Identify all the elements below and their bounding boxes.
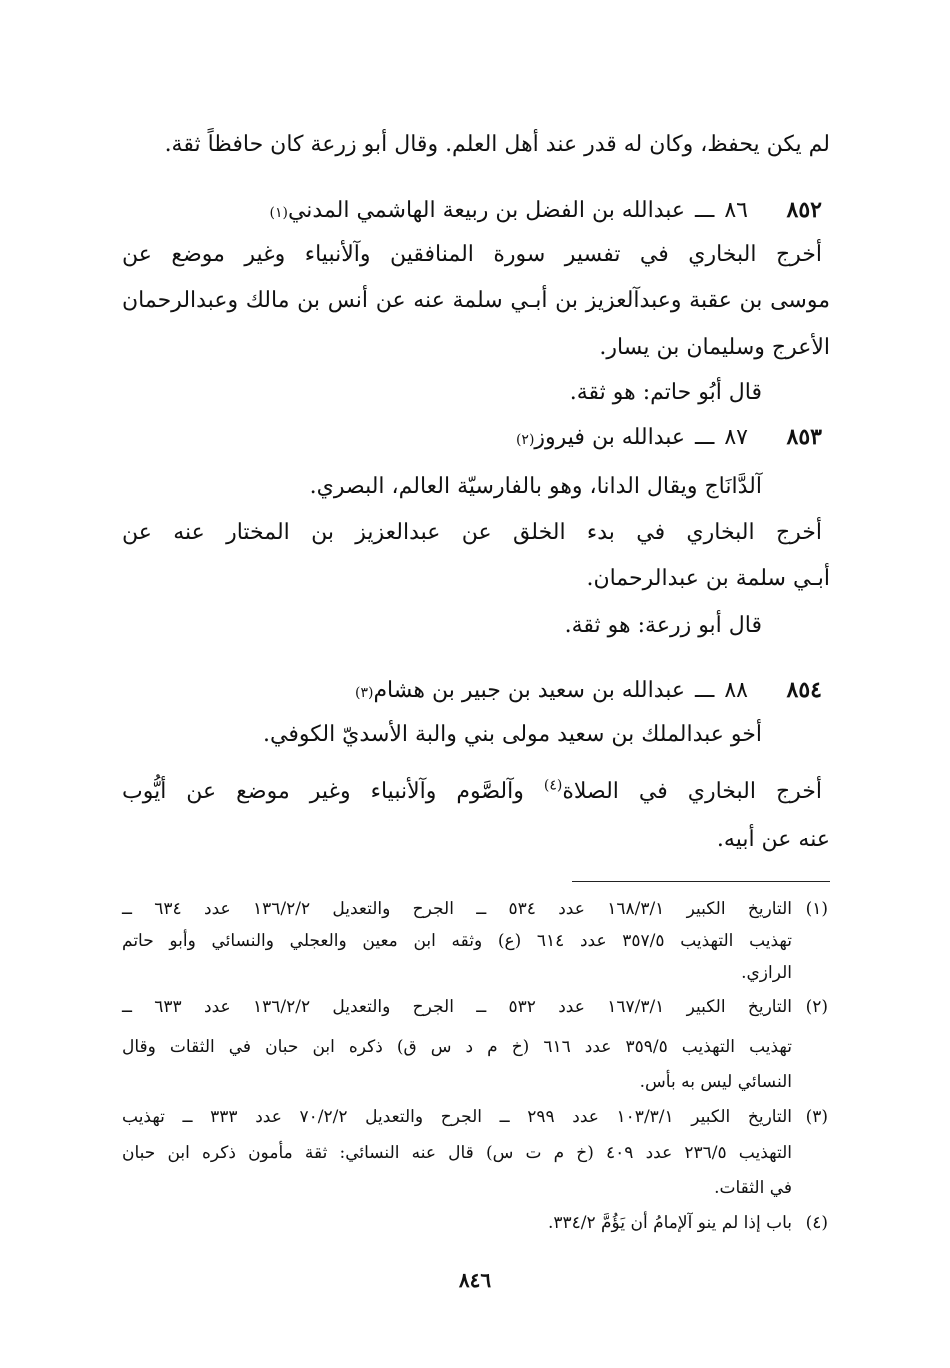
entry-heading-853: ٨٥٣ ٨٧ ـــ عبدالله بن فيروز (٢) xyxy=(516,422,822,453)
footnote-label: (٣) xyxy=(805,1107,828,1127)
footnote-4-line-1 xyxy=(122,1211,828,1235)
footnote-1-line-3: الرازي. xyxy=(741,963,792,983)
text-line-3: أخرج البخاري في تفسير سورة المنافقين وآلأنبياء وغير موضع عن xyxy=(122,242,822,267)
text-segment: وآلصَّوم وآلأنبياء وغير موضع عن أيُّوب xyxy=(122,779,544,804)
text-line-6: قال أبُو حاتم: هو ثقة. xyxy=(569,380,762,405)
entry-name: عبدالله بن فيروز xyxy=(534,425,686,450)
entry-number: ٨٥٢ xyxy=(786,197,822,223)
footnote-3-line-1 xyxy=(122,1105,828,1129)
footnote-2-line-2: تهذيب التهذيب ٣٥٩/٥ عدد ٦١٦ (خ م د س ق) ذكره ابن حبان في الثقات وقال xyxy=(122,1037,792,1057)
footnote-text: التاريخ الكبير ١٦٨/٣/١ عدد ٥٣٤ ــ الجرح والتعديل ١٣٦/٢/٢ عدد ٦٣٤ ــ xyxy=(122,899,793,919)
footnote-label: (٤) xyxy=(805,1213,828,1233)
text-line-9: أخرج البخاري في بدء الخلق عن عبدالعزيز بن المختار عنه عن xyxy=(122,520,822,545)
entry-number: ٨٥٤ xyxy=(786,677,822,703)
text-line-4: موسى بن عقبة وعبدآلعزيز بن أبـي سلمة عنه عن أنس بن مالك وعبدالرحمان xyxy=(122,288,830,313)
text-line-8: آلدَّانَاج ويقال الدانا، وهو بالفارسيّة العالم، البصري. xyxy=(309,474,762,499)
footnote-3-line-3: في الثقات. xyxy=(714,1178,792,1198)
entry-dash: ـــ xyxy=(695,425,715,450)
entry-dash: ـــ xyxy=(695,198,715,223)
text-line-5: الأعرج وسليمان بن يسار. xyxy=(599,335,830,360)
entry-sequence: ٨٨ xyxy=(724,678,748,703)
entry-dash: ـــ xyxy=(695,678,715,703)
text-line-13: أخو عبدالملك بن سعيد مولى بني والبة الأسديّ الكوفي. xyxy=(263,722,762,747)
footnote-text: التاريخ الكبير ١٦٧/٣/١ عدد ٥٣٢ ــ الجرح والتعديل ١٣٦/٢/٢ عدد ٦٣٣ ــ xyxy=(122,997,793,1017)
footnote-2-line-3: النسائي ليس به بأس. xyxy=(639,1072,792,1092)
text-line-10: أبـي سلمة بن عبدالرحمان. xyxy=(586,566,830,591)
footnote-1-line-1 xyxy=(122,897,828,921)
text-segment: أخرج البخاري في الصلاة xyxy=(562,779,822,804)
text-line-1: لم يكن يحفظ، وكان له قدر عند أهل العلم. وقال أبو زرعة كان حافظاً ثقة. xyxy=(164,132,830,157)
entry-sequence: ٨٦ xyxy=(724,198,748,223)
entry-number: ٨٥٣ xyxy=(786,424,822,450)
footnote-3-line-2: التهذيب ٢٣٦/٥ عدد ٤٠٩ (خ م ت س) قال عنه النسائي: ثقة مأمون ذكره ابن حبان xyxy=(122,1143,793,1163)
entry-name: عبدالله بن سعيد بن جبير بن هشام xyxy=(373,678,686,703)
entry-sequence: ٨٧ xyxy=(724,425,748,450)
footnote-divider xyxy=(572,881,830,882)
footnote-1-line-2: تهذيب التهذيب ٣٥٧/٥ عدد ٦١٤ (ع) وثقه ابن معين والعجلي والنسائي وأبو حاتم xyxy=(122,931,792,951)
entry-heading-852: ٨٥٢ ٨٦ ـــ عبدالله بن الفضل بن ربيعة الهاشمي المدني (١) xyxy=(269,195,822,226)
entry-name: عبدالله بن الفضل بن ربيعة الهاشمي المدني xyxy=(287,198,686,223)
page-number: ٨٤٦ xyxy=(458,1268,492,1292)
text-line-11: قال أبو زرعة: هو ثقة. xyxy=(564,613,762,638)
footnote-ref: (٤) xyxy=(543,777,563,794)
text-line-15: عنه عن أبيه. xyxy=(716,827,830,852)
text-line-14 xyxy=(122,777,822,807)
entry-heading-854: ٨٥٤ ٨٨ ـــ عبدالله بن سعيد بن جبير بن هشام (٣) xyxy=(355,675,822,706)
footnote-text: باب إذا لم ينو آلإمامُ أن يَؤُمَّ ٣٣٤/٢. xyxy=(547,1213,792,1233)
footnote-text: التاريخ الكبير ١٠٣/٣/١ عدد ٢٩٩ ــ الجرح والتعديل ٧٠/٢/٢ عدد ٣٣٣ ــ تهذيب xyxy=(122,1107,792,1127)
footnote-label: (٢) xyxy=(805,997,829,1017)
footnote-label: (١) xyxy=(805,899,829,919)
footnote-2-line-1 xyxy=(122,995,828,1019)
